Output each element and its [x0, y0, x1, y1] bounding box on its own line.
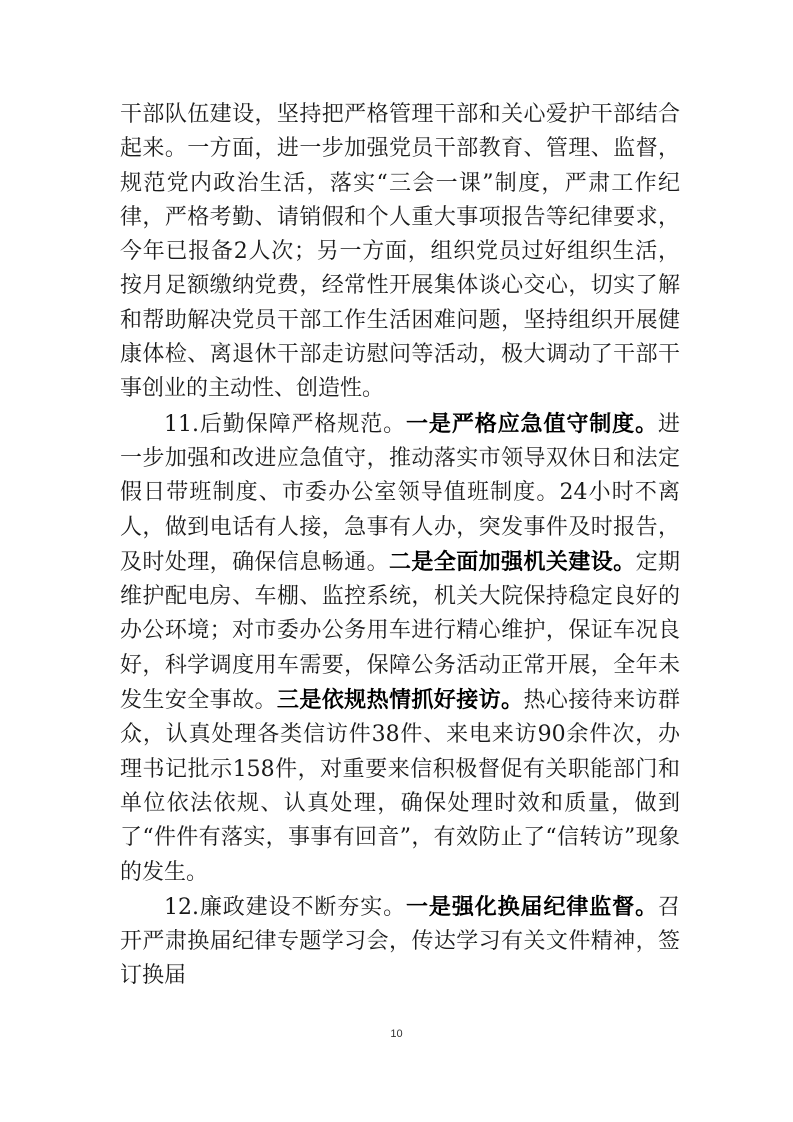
section-11-point-3-text: 热心接待来访群众，认真处理各类信访件38件、来电来访90余件次，办理书记批示158件，对重要来信积极督促有关职能部门和单位依法依规、认真处理，确保处理时效和质量，做到了“件件有落实，事事有回音”，有效防止了“信转访”现象的发生。: [120, 688, 680, 885]
body-text: [120, 98, 680, 994]
section-11-point-1-text: 进一步加强和改进应急值守，推动落实市领导双休日和法定假日带班制度、市委办公室领导值班制度。24小时不离人，做到电话有人接，急事有人办，突发事件及时报告，及时处理，确保信息畅通。: [120, 411, 680, 575]
section-12-point-1-text: 召开严肃换届纪律专题学习会，传达学习有关文件精神，签订换届: [120, 894, 680, 989]
paragraph-section-12: [120, 890, 680, 994]
section-11-point-2-title: 二是全面加强机关建设。: [388, 548, 636, 575]
paragraph-continued: 干部队伍建设，坚持把严格管理干部和关心爱护干部结合起来。一方面，进一步加强党员干部教育、管理、监督，规范党内政治生活，落实“三会一课”制度，严肃工作纪律，严格考勤、请销假和个人重大事项报告等纪律要求，今年已报备2人次；另一方面，组织党员过好组织生活，按月足额缴纳党费，经常性开展集体谈心交心，切实了解和帮助解决党员干部工作生活困难问题，坚持组织开展健康体检、离退休干部走访慰问等活动，极大调动了干部干事创业的主动性、创造性。: [120, 102, 680, 402]
section-11-point-1-title: 一是严格应急值守制度。: [406, 410, 658, 437]
section-12-heading: 12.廉政建设不断夯实。: [164, 894, 407, 920]
section-11-heading: 11.后勤保障严格规范。: [164, 411, 407, 437]
section-12-point-1-title: 一是强化换届纪律监督。: [406, 893, 658, 920]
section-11-point-3-title: 三是依规热情抓好接访。: [276, 687, 524, 714]
section-11-point-2-text: 定期维护配电房、车棚、监控系统，机关大院保持稳定良好的办公环境；对市委办公务用车进行精心维护，保证车况良好，科学调度用车需要，保障公务活动正常开展，全年未发生安全事故。: [120, 549, 680, 714]
page-number: 10: [390, 1028, 403, 1040]
paragraph-section-11: [120, 407, 680, 890]
